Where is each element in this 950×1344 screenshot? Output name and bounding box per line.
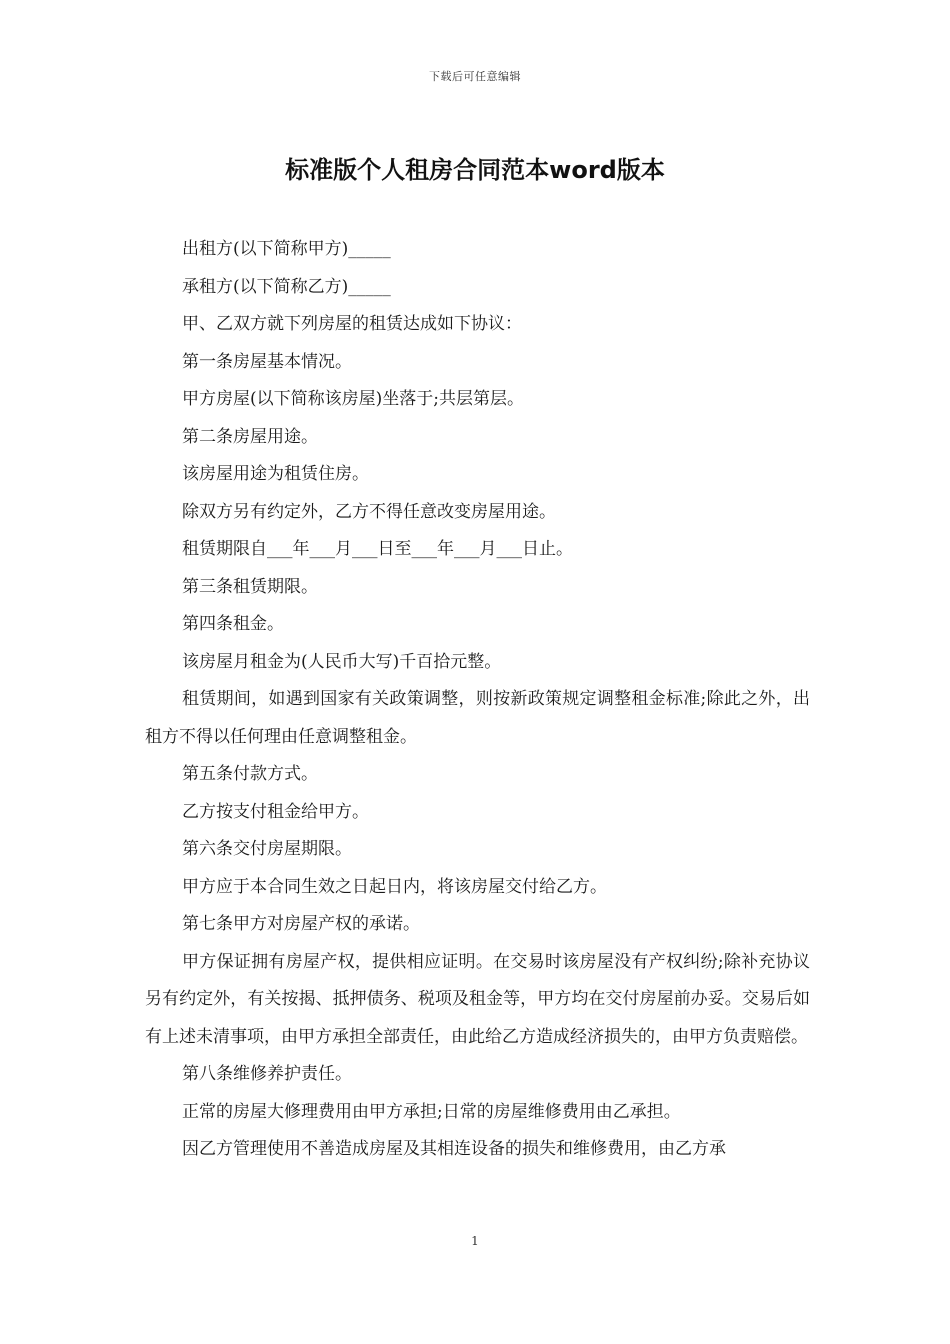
paragraph: 乙方按支付租金给甲方。 [182,801,369,822]
paragraph: 除双方另有约定外，乙方不得任意改变房屋用途。 [182,501,556,522]
document-title: 标准版个人租房合同范本word版本 [285,156,665,184]
paragraph: 甲方房屋(以下简称该房屋)坐落于;共层第层。 [182,389,524,409]
paragraph: 该房屋月租金为(人民币大写)千百拾元整。 [182,651,502,672]
header-note: 下载后可任意编辑 [429,70,521,83]
paragraph: 第八条维修养护责任。 [182,1064,352,1084]
paragraph: 第三条租赁期限。 [182,576,318,597]
paragraph: 第四条租金。 [182,614,284,634]
paragraph: 第五条付款方式。 [182,764,318,784]
paragraph: 承租方(以下简称乙方)_____ [182,276,391,297]
paragraph: 正常的房屋大修理费用由甲方承担;日常的房屋维修费用由乙承担。 [182,1101,681,1122]
page-number: 1 [471,1234,479,1248]
paragraph: 第一条房屋基本情况。 [182,351,352,372]
paragraph: 甲、乙双方就下列房屋的租赁达成如下协议： [182,314,522,334]
paragraph: 出租方(以下简称甲方)_____ [182,239,391,259]
paragraph: 第七条甲方对房屋产权的承诺。 [182,914,420,934]
paragraph: 因乙方管理使用不善造成房屋及其相连设备的损失和维修费用，由乙方承 [182,1139,726,1159]
paragraph: 甲方保证拥有房屋产权，提供相应证明。在交易时该房屋没有产权纠纷;除补充协议另有约定外，有关按揭、抵押债务、税项及租金等，甲方均在交付房屋前办妥。交易后如有上述未清事项，由甲方承担全部责任，由此给乙方造成经济损失的，由甲方负责赔偿。 [145,951,810,1047]
paragraph: 租赁期限自___年___月___日至___年___月___日止。 [182,539,573,559]
paragraph: 第六条交付房屋期限。 [182,839,352,859]
paragraph: 该房屋用途为租赁住房。 [182,464,369,484]
paragraph: 甲方应于本合同生效之日起日内，将该房屋交付给乙方。 [182,876,607,897]
contract-body [145,231,810,1169]
paragraph: 第二条房屋用途。 [182,426,318,447]
paragraph: 租赁期间，如遇到国家有关政策调整，则按新政策规定调整租金标准;除此之外，出租方不得以任何理由任意调整租金。 [145,689,810,747]
